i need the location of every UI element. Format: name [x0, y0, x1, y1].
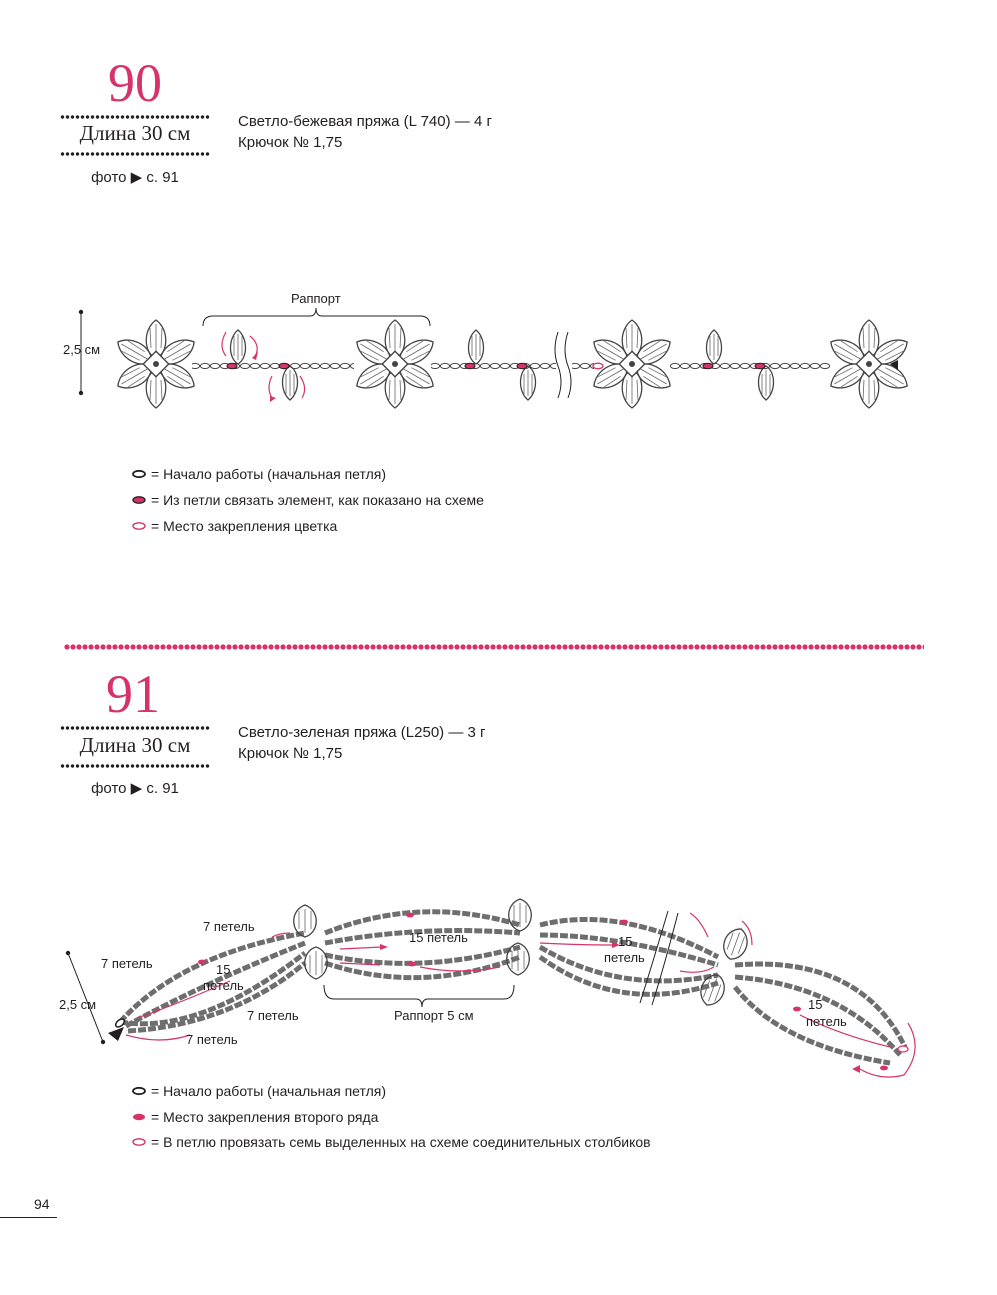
pattern-90-length: Длина 30 см: [79, 121, 191, 145]
chain-count-label: 15: [808, 997, 823, 1012]
pattern-91-length: Длина 30 см: [79, 733, 191, 757]
chain-count-label: 15: [216, 962, 231, 977]
dotted-rule: [60, 764, 210, 768]
pink-open-loop-icon: [131, 1137, 147, 1147]
chain-count-label: 7 петель: [247, 1008, 299, 1023]
legend-text: = Начало работы (начальная петля): [151, 466, 386, 482]
legend-item: [131, 466, 386, 482]
rapport-label: Раппорт 5 см: [394, 1008, 474, 1023]
rapport-label: Раппорт: [291, 291, 341, 306]
pattern-90-photo-ref: фото ▶ с. 91: [91, 169, 179, 186]
legend-text: = Начало работы (начальная петля): [151, 1083, 386, 1099]
chain-count-label: 7 петель: [203, 919, 255, 934]
chain-count-label: петель: [604, 950, 645, 965]
legend-text: = Из петли связать элемент, как показано на схеме: [151, 492, 484, 508]
pattern-90-hook: Крючок № 1,75: [238, 134, 343, 151]
legend-item: [131, 518, 337, 534]
dotted-rule: [60, 726, 210, 730]
legend-item: [131, 1109, 378, 1125]
page-number-rule: [0, 1217, 57, 1218]
pattern-91-photo-ref: фото ▶ с. 91: [91, 780, 179, 797]
legend-text: = В петлю провязать семь выделенных на схеме соединительных столбиков: [151, 1134, 651, 1150]
chain-count-label: петель: [806, 1014, 847, 1029]
legend-item: [131, 1083, 386, 1099]
pattern-90-yarn: Светло-бежевая пряжа (L 740) — 4 г: [238, 113, 492, 130]
start-loop-icon: [131, 1086, 147, 1096]
chain-count-label: 7 петель: [186, 1032, 238, 1047]
legend-item: [131, 1134, 651, 1150]
pattern-91-number: 91: [106, 664, 160, 724]
section-separator: [64, 644, 924, 650]
pattern-91-diagram: [0, 885, 997, 1085]
pattern-91-yarn: Светло-зеленая пряжа (L250) — 3 г: [238, 724, 486, 741]
dotted-rule: [60, 115, 210, 119]
chain-count-label: 15: [618, 934, 633, 949]
filled-loop-icon: [131, 495, 147, 505]
pattern-90-number: 90: [108, 53, 162, 113]
legend-text: = Место закрепления второго ряда: [151, 1109, 379, 1125]
legend-item: [131, 492, 484, 508]
chain-count-label: петель: [203, 978, 244, 993]
chain-count-label: 7 петель: [101, 956, 153, 971]
legend-text: = Место закрепления цветка: [151, 518, 338, 534]
pink-filled-loop-icon: [131, 1112, 147, 1122]
dotted-rule: [60, 152, 210, 156]
size-label: 2,5 см: [63, 342, 101, 357]
page-number: 94: [34, 1196, 50, 1212]
pink-open-loop-icon: [131, 521, 147, 531]
pattern-91-hook: Крючок № 1,75: [238, 745, 343, 762]
start-loop-icon: [131, 469, 147, 479]
size-label: 2,5 см: [59, 997, 97, 1012]
pattern-90-diagram: [0, 290, 997, 450]
chain-count-label: 15 петель: [409, 930, 468, 945]
